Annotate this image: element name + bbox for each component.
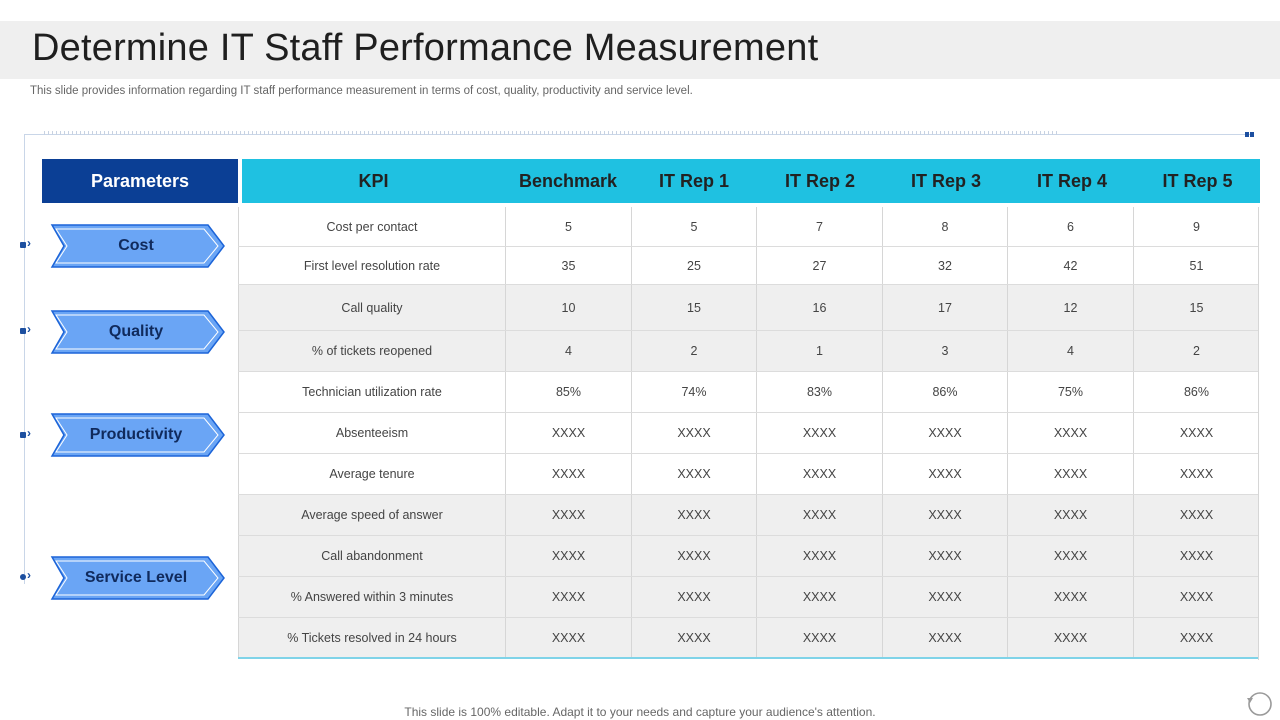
value-cell: XXXX: [505, 577, 631, 617]
value-cell: XXXX: [1133, 495, 1259, 535]
header-it-rep-1: IT Rep 1: [658, 170, 729, 191]
value-cell: XXXX: [1133, 618, 1259, 657]
kpi-name-cell: Call quality: [238, 285, 505, 330]
value-cell: XXXX: [756, 413, 882, 453]
table-row: [238, 247, 1259, 285]
value-cell: 5: [505, 207, 631, 246]
value-cell: XXXX: [1133, 536, 1259, 576]
value-cell: 51: [1133, 247, 1259, 284]
value-cell: 27: [756, 247, 882, 284]
value-cell: XXXX: [631, 413, 756, 453]
value-cell: XXXX: [505, 413, 631, 453]
table-row: [238, 372, 1259, 413]
header-kpi: KPI: [358, 170, 389, 191]
parameter-productivity-label: Productivity: [89, 426, 183, 443]
value-cell: XXXX: [882, 413, 1007, 453]
footer-note: This slide is 100% editable. Adapt it to your needs and capture your audience's attention.: [404, 705, 876, 719]
kpi-name-cell: Call abandonment: [238, 536, 505, 576]
value-cell: XXXX: [1007, 618, 1133, 657]
value-cell: 83%: [756, 372, 882, 412]
kpi-name-cell: Absenteeism: [238, 413, 505, 453]
parameter-cost: [50, 223, 226, 269]
value-cell: 12: [1007, 285, 1133, 330]
value-cell: 15: [1133, 285, 1259, 330]
service-level-marker-icon: ›: [18, 572, 38, 582]
value-cell: XXXX: [756, 618, 882, 657]
kpi-name-cell: % Answered within 3 minutes: [238, 577, 505, 617]
value-cell: 32: [882, 247, 1007, 284]
value-cell: XXXX: [505, 495, 631, 535]
value-cell: XXXX: [631, 454, 756, 494]
value-cell: 4: [1007, 331, 1133, 371]
value-cell: 9: [1133, 207, 1259, 246]
value-cell: XXXX: [882, 495, 1007, 535]
header-it-rep-2: IT Rep 2: [784, 170, 855, 191]
value-cell: XXXX: [756, 536, 882, 576]
parameter-productivity: [50, 412, 226, 458]
parameter-service-level: [50, 555, 226, 601]
quality-marker-icon: ›: [18, 326, 38, 336]
value-cell: XXXX: [505, 536, 631, 576]
value-cell: XXXX: [756, 495, 882, 535]
value-cell: XXXX: [505, 454, 631, 494]
kpi-name-cell: % of tickets reopened: [238, 331, 505, 371]
table-row: [238, 577, 1259, 618]
value-cell: XXXX: [756, 577, 882, 617]
kpi-name-cell: Average speed of answer: [238, 495, 505, 535]
dotted-line: [44, 131, 1060, 135]
productivity-marker-icon: ›: [18, 430, 38, 440]
value-cell: XXXX: [882, 577, 1007, 617]
kpi-name-cell: Technician utilization rate: [238, 372, 505, 412]
value-cell: 6: [1007, 207, 1133, 246]
table-row: [238, 207, 1259, 247]
value-cell: 2: [631, 331, 756, 371]
value-cell: XXXX: [1007, 454, 1133, 494]
value-cell: XXXX: [505, 618, 631, 657]
value-cell: XXXX: [1133, 577, 1259, 617]
kpi-name-cell: % Tickets resolved in 24 hours: [238, 618, 505, 657]
value-cell: 2: [1133, 331, 1259, 371]
value-cell: 85%: [505, 372, 631, 412]
value-cell: 75%: [1007, 372, 1133, 412]
table-row: [238, 331, 1259, 372]
cost-marker-icon: ›: [18, 240, 38, 250]
parameter-cost-label: Cost: [118, 237, 154, 254]
value-cell: XXXX: [1007, 413, 1133, 453]
value-cell: 86%: [882, 372, 1007, 412]
value-cell: 1: [756, 331, 882, 371]
corner-square-icon: [1250, 132, 1254, 137]
value-cell: 42: [1007, 247, 1133, 284]
parameters-header: Parameters: [42, 159, 238, 203]
value-cell: 17: [882, 285, 1007, 330]
parameter-service-level-label: Service Level: [84, 569, 188, 586]
value-cell: XXXX: [882, 454, 1007, 494]
page-subtitle: This slide provides information regarding IT staff performance measurement in terms of cost, quality, productivity and service level.: [30, 85, 693, 97]
value-cell: 86%: [1133, 372, 1259, 412]
frame-left-line: [24, 134, 25, 584]
value-cell: XXXX: [1007, 536, 1133, 576]
table-row: [238, 495, 1259, 536]
table-row: [238, 618, 1259, 659]
value-cell: 8: [882, 207, 1007, 246]
refresh-icon[interactable]: [1245, 689, 1275, 719]
value-cell: XXXX: [631, 618, 756, 657]
table-right-border: [1258, 207, 1259, 660]
header-benchmark: Benchmark: [518, 170, 618, 191]
value-cell: 3: [882, 331, 1007, 371]
table-row: [238, 285, 1259, 331]
value-cell: XXXX: [631, 536, 756, 576]
value-cell: XXXX: [1133, 413, 1259, 453]
table-row: [238, 454, 1259, 495]
table-row: [238, 536, 1259, 577]
parameter-quality: [50, 309, 226, 355]
value-cell: XXXX: [756, 454, 882, 494]
value-cell: 7: [756, 207, 882, 246]
value-cell: 35: [505, 247, 631, 284]
kpi-name-cell: Cost per contact: [238, 207, 505, 246]
value-cell: 10: [505, 285, 631, 330]
parameter-quality-label: Quality: [108, 323, 164, 340]
value-cell: XXXX: [631, 495, 756, 535]
kpi-header-row: [242, 159, 1260, 203]
kpi-name-cell: First level resolution rate: [238, 247, 505, 284]
value-cell: 25: [631, 247, 756, 284]
page-title: Determine IT Staff Performance Measurement: [32, 27, 819, 69]
value-cell: XXXX: [631, 577, 756, 617]
corner-square-icon: [1245, 132, 1249, 137]
value-cell: XXXX: [1007, 495, 1133, 535]
value-cell: 74%: [631, 372, 756, 412]
value-cell: 16: [756, 285, 882, 330]
value-cell: 4: [505, 331, 631, 371]
value-cell: XXXX: [1133, 454, 1259, 494]
value-cell: XXXX: [1007, 577, 1133, 617]
header-it-rep-4: IT Rep 4: [1036, 170, 1107, 191]
header-it-rep-5: IT Rep 5: [1162, 170, 1233, 191]
value-cell: 5: [631, 207, 756, 246]
kpi-name-cell: Average tenure: [238, 454, 505, 494]
header-it-rep-3: IT Rep 3: [910, 170, 981, 191]
value-cell: 15: [631, 285, 756, 330]
table-row: [238, 413, 1259, 454]
value-cell: XXXX: [882, 618, 1007, 657]
value-cell: XXXX: [882, 536, 1007, 576]
